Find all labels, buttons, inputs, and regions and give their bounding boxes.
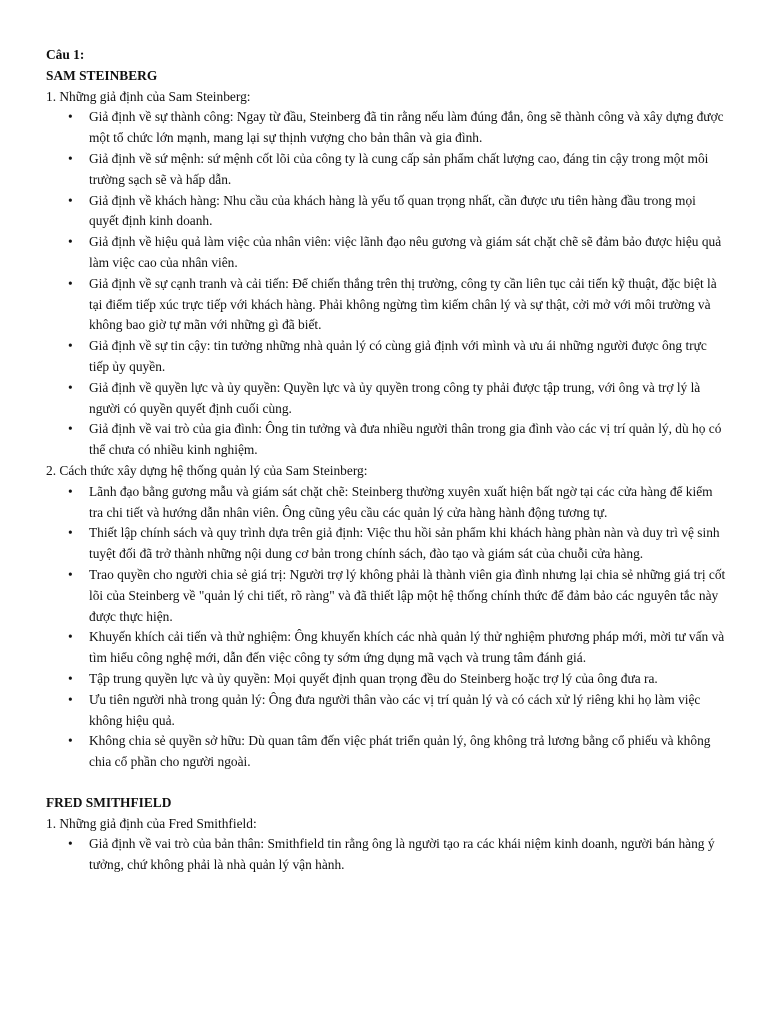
part-heading: 1. Những giả định của Fred Smithfield: <box>46 815 257 831</box>
list-item: • Tập trung quyền lực và ủy quyền: Mọi quyết định quan trọng đều do Steinberg hoặc trợ lý của ông đưa ra. <box>89 669 728 690</box>
list-item: • Giả định về sự thành công: Ngay từ đầu, Steinberg đã tin rằng nếu làm đúng đắn, ông sẽ thành công và xây dựng được một tổ chức lớn mạnh, mang lại sự thịnh vượng cho bản thân và gia đình. <box>89 107 728 149</box>
list-item: • Giả định về hiệu quả làm việc của nhân viên: việc lãnh đạo nêu gương và giám sát chặt chẽ sẽ đảm bảo được hiệu quả làm việc cao của nhân viên. <box>89 232 728 274</box>
list-item: • Trao quyền cho người chia sẻ giá trị: Người trợ lý không phải là thành viên gia đình nhưng lại chia sẻ những giá trị cốt lõi của Steinberg về "quản lý chi tiết, rõ ràng" và đã thiết lập một hệ thống chính thức để đảm bảo các nguyên tắc này được thực hiện. <box>89 565 728 627</box>
question-label: Câu 1: <box>46 47 85 62</box>
assumptions-list <box>46 107 728 461</box>
list-item: • Giả định về sự cạnh tranh và cải tiến: Để chiến thắng trên thị trường, công ty cần liên tục cải tiến kỹ thuật, đặc biệt là tại điểm tiếp xúc trực tiếp với khách hàng. Phải không ngừng tìm kiếm chân lý và sự thật, cởi mở với môi trường và không bao giờ tự mãn với những gì đã biết. <box>89 274 728 336</box>
list-item: • Giả định về khách hàng: Nhu cầu của khách hàng là yếu tố quan trọng nhất, cần được ưu tiên hàng đầu trong mọi quyết định kinh doanh. <box>89 191 728 233</box>
list-item: • Thiết lập chính sách và quy trình dựa trên giả định: Việc thu hồi sản phẩm khi khách hàng phàn nàn và duy trì vệ sinh tuyệt đối đã trở thành những nội dung cơ bản trong chính sách, đào tạo và giám sát của chuỗi cửa hàng. <box>89 523 728 565</box>
part-heading: 1. Những giả định của Sam Steinberg: <box>46 88 251 104</box>
list-item: • Lãnh đạo bằng gương mẫu và giám sát chặt chẽ: Steinberg thường xuyên xuất hiện bất ngờ tại các cửa hàng để kiểm tra chi tiết và hướng dẫn nhân viên. Ông cũng yêu cầu các quản lý cửa hàng hành động tương tự. <box>89 482 728 524</box>
section-title: SAM STEINBERG <box>46 67 158 83</box>
list-item: • Giả định về sự tin cậy: tin tưởng những nhà quản lý có cùng giả định với mình và ưu ái những người được ông trực tiếp ủy quyền. <box>89 336 728 378</box>
assumptions-list <box>46 834 728 876</box>
list-item: • Giả định về vai trò của bản thân: Smithfield tin rằng ông là người tạo ra các khái niệm kinh doanh, người bán hàng ý tưởng, chứ không phải là nhà quản lý vận hành. <box>89 834 728 876</box>
list-item: • Khuyến khích cải tiến và thử nghiệm: Ông khuyến khích các nhà quản lý thử nghiệm phương pháp mới, mời tư vấn và tìm hiểu công nghệ mới, dẫn đến việc công ty sớm ứng dụng mã vạch và trung tâm đánh giá. <box>89 627 728 669</box>
list-item: • Giả định về sứ mệnh: sứ mệnh cốt lõi của công ty là cung cấp sản phẩm chất lượng cao, đáng tin cậy trong một môi trường sạch sẽ và hấp dẫn. <box>89 149 728 191</box>
list-item: • Giả định về quyền lực và ủy quyền: Quyền lực và ủy quyền trong công ty phải được tập trung, với ông và trợ lý là người có quyền quyết định cuối cùng. <box>89 378 728 420</box>
part-heading: 2. Cách thức xây dựng hệ thống quản lý của Sam Steinberg: <box>46 462 368 478</box>
list-item: • Không chia sẻ quyền sở hữu: Dù quan tâm đến việc phát triển quản lý, ông không trả lương bằng cổ phiếu và không chia cổ phần cho người ngoài. <box>89 731 728 773</box>
section-sam-steinberg <box>46 66 728 773</box>
section-title: FRED SMITHFIELD <box>46 794 172 810</box>
management-system-list <box>46 482 728 773</box>
list-item: • Ưu tiên người nhà trong quản lý: Ông đưa người thân vào các vị trí quản lý và có cách xử lý riêng khi họ làm việc không hiệu quả. <box>89 690 728 732</box>
section-fred-smithfield <box>46 793 728 876</box>
list-item: • Giả định về vai trò của gia đình: Ông tin tưởng và đưa nhiều người thân trong gia đình vào các vị trí quản lý, dù họ có thể chưa có nhiều kinh nghiệm. <box>89 419 728 461</box>
